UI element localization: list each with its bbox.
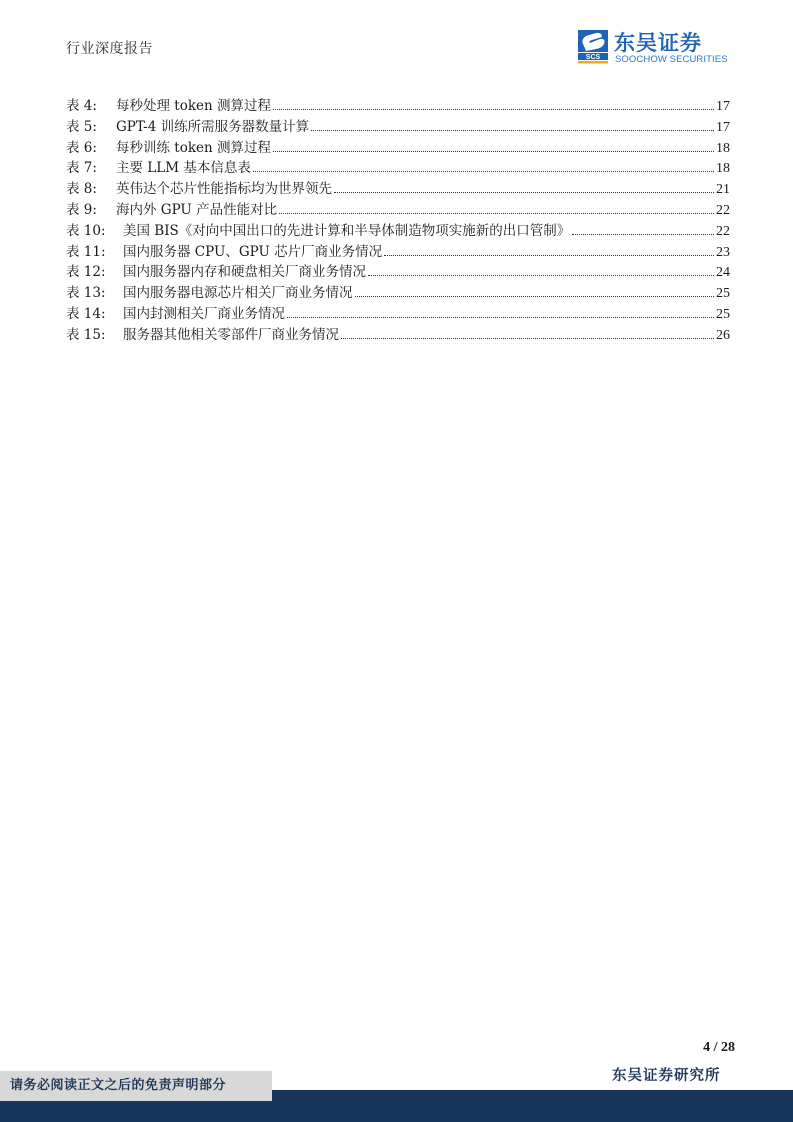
toc-dot-leader <box>355 296 715 297</box>
toc-entry[interactable] <box>66 262 730 283</box>
toc-entry-page: 26 <box>716 327 730 343</box>
toc-entry-label: 表 14: <box>66 305 106 322</box>
toc-dot-leader <box>334 192 714 193</box>
toc-dot-leader <box>311 130 714 131</box>
toc-dot-leader <box>279 213 714 214</box>
toc-entry-label: 表 7: <box>66 160 97 177</box>
toc-entry[interactable] <box>66 221 730 242</box>
toc-entry-page: 25 <box>716 286 730 302</box>
toc-entry[interactable] <box>66 117 730 138</box>
toc-entry-label: 表 9: <box>66 201 97 218</box>
toc-entry-title: 美国 BIS《对向中国出口的先进计算和半导体制造物项实施新的出口管制》 <box>123 222 571 239</box>
toc-entry-label: 表 6: <box>66 139 97 156</box>
toc-entry-title: 服务器其他相关零部件厂商业务情况 <box>123 326 339 343</box>
toc-entry[interactable] <box>66 200 730 221</box>
toc-entry-title: 英伟达个芯片性能指标均为世界领先 <box>116 181 332 198</box>
toc-dot-leader <box>572 234 714 235</box>
toc-entry[interactable] <box>66 138 730 159</box>
toc-entry-title: 国内服务器电源芯片相关厂商业务情况 <box>123 285 353 302</box>
toc-dot-leader <box>384 255 714 256</box>
soochow-securities-logo <box>578 30 738 68</box>
toc-entry-page: 21 <box>716 182 730 198</box>
toc-entry[interactable] <box>66 283 730 304</box>
logo-english-name: SOOCHOW SECURITIES <box>615 54 728 65</box>
toc-entry-title: 海内外 GPU 产品性能对比 <box>116 201 278 218</box>
toc-entry-title: GPT-4 训练所需服务器数量计算 <box>116 118 310 135</box>
table-of-contents-list <box>66 96 730 346</box>
toc-entry[interactable] <box>66 179 730 200</box>
toc-entry-page: 23 <box>716 244 730 260</box>
toc-entry-label: 表 11: <box>66 243 106 260</box>
toc-entry-title: 国内服务器 CPU、GPU 芯片厂商业务情况 <box>123 243 383 260</box>
toc-entry-label: 表 5: <box>66 118 97 135</box>
toc-dot-leader <box>273 109 714 110</box>
toc-dot-leader <box>273 151 714 152</box>
toc-dot-leader <box>368 275 714 276</box>
toc-dot-leader <box>287 317 714 318</box>
toc-entry[interactable] <box>66 158 730 179</box>
toc-entry-page: 25 <box>716 306 730 322</box>
disclaimer-notice: 请务必阅读正文之后的免责声明部分 <box>0 1071 272 1101</box>
toc-entry-label: 表 4: <box>66 98 97 114</box>
toc-entry[interactable] <box>66 325 730 346</box>
toc-entry-title: 国内封测相关厂商业务情况 <box>123 305 285 322</box>
toc-dot-leader <box>253 171 714 172</box>
toc-entry-label: 表 8: <box>66 181 97 198</box>
toc-entry-title: 主要 LLM 基本信息表 <box>116 160 251 177</box>
toc-entry-label: 表 15: <box>66 326 106 343</box>
toc-entry-page: 22 <box>716 223 730 239</box>
logo-chinese-name: 东吴证券 <box>614 31 702 55</box>
toc-entry-label: 表 10: <box>66 222 106 239</box>
toc-entry[interactable] <box>66 96 730 117</box>
toc-entry-title: 每秒训练 token 测算过程 <box>116 139 271 156</box>
research-institute-name: 东吴证券研究所 <box>612 1067 721 1084</box>
toc-entry-label: 表 12: <box>66 264 106 281</box>
toc-entry-label: 表 13: <box>66 285 106 302</box>
toc-dot-leader <box>341 338 714 339</box>
toc-entry-title: 每秒处理 token 测算过程 <box>116 98 271 114</box>
toc-entry-page: 17 <box>716 119 730 135</box>
page-indicator: 4 / 28 <box>703 1040 735 1055</box>
toc-entry-page: 17 <box>716 99 730 114</box>
toc-entry-page: 24 <box>716 265 730 281</box>
toc-entry-page: 18 <box>716 140 730 156</box>
logo-mark-text: SCS <box>585 54 601 61</box>
toc-entry-title: 国内服务器内存和硬盘相关厂商业务情况 <box>123 264 366 281</box>
scs-logo-icon <box>578 30 608 64</box>
toc-entry[interactable] <box>66 304 730 325</box>
toc-entry[interactable] <box>66 242 730 263</box>
toc-entry-page: 22 <box>716 202 730 218</box>
report-type-title: 行业深度报告 <box>66 41 153 57</box>
toc-entry-page: 18 <box>716 161 730 177</box>
